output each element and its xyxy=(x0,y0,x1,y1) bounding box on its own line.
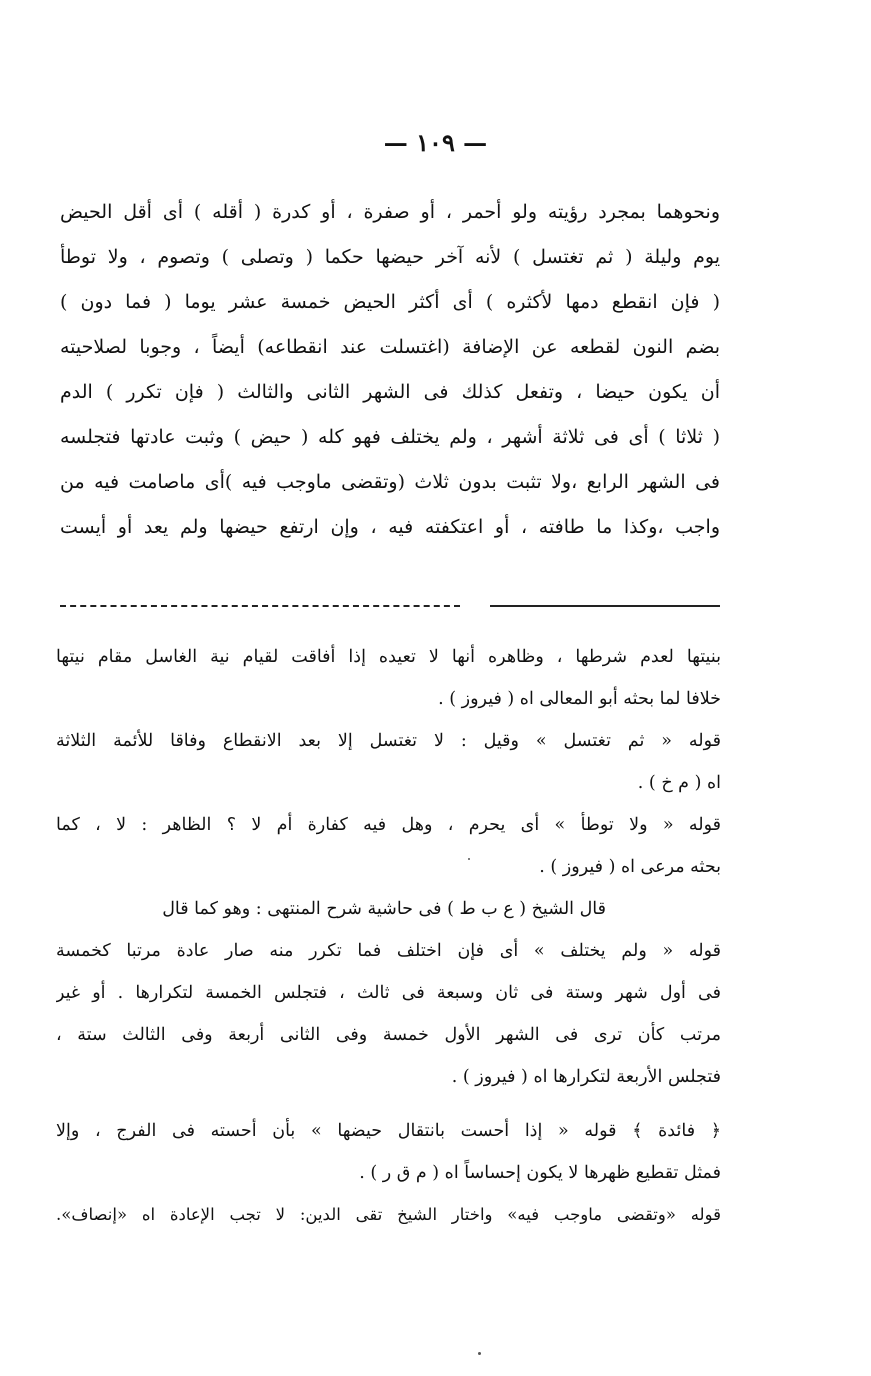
footnotes-block xyxy=(56,636,721,1236)
footnote-line: قوله «وتقضى ماوجب فيه» واختار الشيخ تقى الدين: لا تجب الإعادة اه «إنصاف». xyxy=(56,1205,721,1224)
footnote-separator-solid xyxy=(490,605,720,607)
main-text-line: فى الشهر الرابع ،ولا تثبت بدون ثلاث (وتقضى ماوجب فيه )أى ماصامت فيه من xyxy=(60,471,720,493)
page-number: — ١٠٩ — xyxy=(383,128,488,157)
footnote-line: قال الشيخ ( ع ب ط ) فى حاشية شرح المنتهى : وهو كما قال xyxy=(162,899,606,919)
footnote-line: بنيتها لعدم شرطها ، وظاهره أنها لا تعيده إذا أفاقت لقيام نية الغاسل مقام نيتها xyxy=(56,647,721,667)
footnote-separator-dashed xyxy=(60,605,460,607)
main-text-line: أن يكون حيضا ، وتفعل كذلك فى الشهر الثانى والثالث ( فإن تكرر ) الدم xyxy=(60,381,720,403)
main-text-line: يوم وليلة ( ثم تغتسل ) لأنه آخر حيضها حكما ( وتصلى ) وتصوم ، ولا توطأ xyxy=(60,246,720,268)
footnote-line: بحثه مرعى اه ( فيروز ) . xyxy=(539,857,721,877)
footnote-line: قوله « ولا توطأ » أى يحرم ، وهل فيه كفارة أم لا ؟ الظاهر : لا ، كما xyxy=(56,815,721,835)
main-text-line: ونحوهما بمجرد رؤيته ولو أحمر ، أو صفرة ، أو كدرة ( أقله ) أى أقل الحيض xyxy=(60,201,720,223)
footnote-line: فتجلس الأربعة لتكرارها اه ( فيروز ) . xyxy=(451,1067,721,1087)
footnote-line: ﴿ فائدة ﴾ قوله « إذا أحست بانتقال حيضها » بأن أحسته فى الفرج ، وإلا xyxy=(56,1121,721,1141)
print-speck xyxy=(468,858,470,860)
main-text-line: بضم النون لقطعه عن الإضافة (اغتسلت عند انقطاعه) أيضاً ، وجوبا لصلاحيته xyxy=(60,336,720,358)
main-text-block xyxy=(60,190,720,550)
footnote-line: قوله « ولم يختلف » أى فإن اختلف فما تكرر منه صار عادة مرتبا كخمسة xyxy=(56,941,721,961)
footnote-line: اه ( م خ ) . xyxy=(637,773,721,793)
footnote-line: خلافا لما بحثه أبو المعالى اه ( فيروز ) . xyxy=(438,689,721,709)
footnote-line: قوله « ثم تغتسل » وقيل : لا تغتسل إلا بعد الانقطاع وفاقا للأئمة الثلاثة xyxy=(56,731,721,751)
main-text-line: ( فإن انقطع دمها لأكثره ) أى أكثر الحيض خمسة عشر يوما ( فما دون ) xyxy=(60,291,720,313)
main-text-line: ( ثلاثا ) أى فى ثلاثة أشهر ، ولم يختلف فهو كله ( حيض ) وثبت عادتها فتجلسه xyxy=(60,426,720,448)
footnote-line: مرتب كأن ترى فى الشهر الأول خمسة وفى الثانى أربعة وفى الثالث ستة ، xyxy=(56,1025,721,1045)
main-text-line: واجب ،وكذا ما طافته ، أو اعتكفته فيه ، وإن ارتفع حيضها ولم يعد أو أيست xyxy=(60,516,720,538)
footnote-line: فمثل تقطيع ظهرها لا يكون إحساساً اه ( م ق ر ) . xyxy=(359,1163,721,1183)
print-speck xyxy=(478,1352,481,1355)
footnote-line: فى أول شهر وستة فى ثان وسبعة فى ثالث ، فتجلس الخمسة لتكرارها . أو غير xyxy=(56,983,721,1003)
